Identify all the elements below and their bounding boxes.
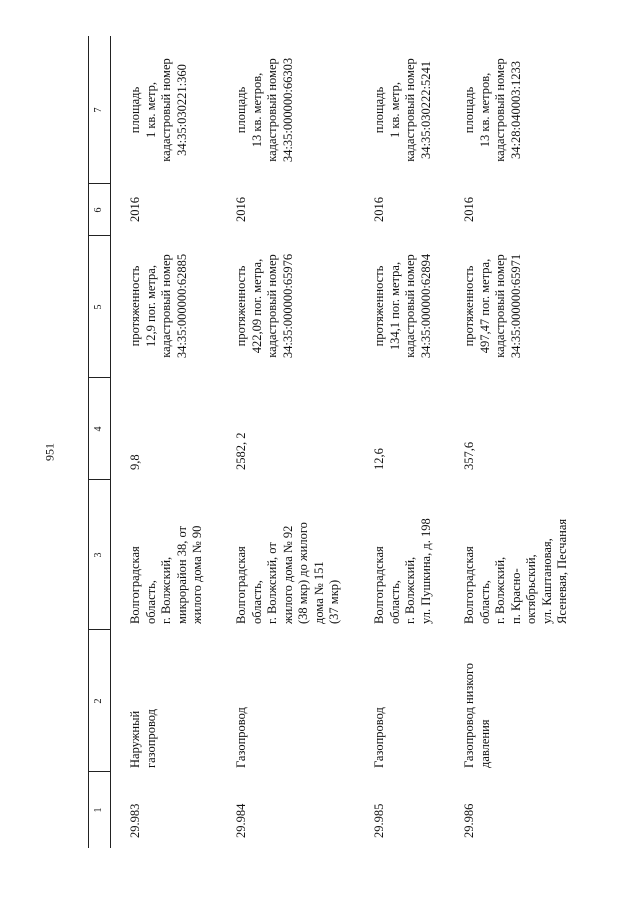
page-number — [40, 432, 60, 472]
table-row-4-value: 357,6 — [462, 441, 476, 470]
table-row-2-num: 29.984 — [234, 803, 248, 838]
table-row-1-num: 29.983 — [128, 803, 142, 838]
table-row-3-address: Волгоградская область, г. Волжский, ул. Пушкина, д. 198 — [372, 518, 433, 624]
table-row-4-address: Волгоградская область, г. Волжский, п. Красно- октябрьский, ул. Каштановая, Ясеневая, Песчаная — [462, 518, 569, 624]
table-row-3-year: 2016 — [372, 197, 386, 222]
table-row-2-name: Газопровод — [234, 707, 248, 768]
table-row-1-length: протяженность 12,9 пог. метра, кадастровый номер 34:35:000000:62885 — [128, 253, 189, 359]
table-row-2-length: протяженность 422,09 пог. метра, кадастровый номер 34:35:000000:65976 — [234, 253, 295, 359]
table-row-2-area: площадь 13 кв. метров, кадастровый номер 34:35:000000:66303 — [234, 57, 295, 163]
header-col-4: 4 — [93, 426, 104, 432]
table-row-2-value: 2582, 2 — [234, 432, 248, 470]
table-row-3-area: площадь 1 кв. метр, кадастровый номер 34:35:030222:5241 — [372, 58, 433, 162]
table-row-2-address: Волгоградская область, г. Волжский, от жилого дома № 92 (38 мкр) до жилого дома № 151 (37 мкр) — [234, 522, 341, 624]
table-row-1-value: 9,8 — [128, 454, 142, 470]
table-row-1-area: площадь 1 кв. метр, кадастровый номер 34:35:030221:360 — [128, 58, 189, 162]
table-row-1-year: 2016 — [128, 197, 142, 222]
page-number-text: 951 — [42, 443, 57, 461]
header-bottom-border — [110, 36, 111, 848]
table-row-1-address: Волгоградская область, г. Волжский, микрорайон 38, от жилого дома № 90 — [128, 525, 204, 624]
table-row-3-length: протяженность 134,1 пог. метра, кадастровый номер 34:35:000000:62894 — [372, 253, 433, 359]
header-col-7: 7 — [93, 107, 104, 113]
header-col-3: 3 — [93, 552, 104, 558]
table-row-2-year: 2016 — [234, 197, 248, 222]
table-row-4-num: 29.986 — [462, 803, 476, 838]
table-row-3-name: Газопровод — [372, 707, 386, 768]
table-row-4-area: площадь 13 кв. метров, кадастровый номер 34:28:040003:1233 — [462, 58, 523, 162]
table-row-4-name: Газопровод низкого давления — [462, 662, 492, 768]
table-row-4-year: 2016 — [462, 197, 476, 222]
table-row-3-num: 29.985 — [372, 803, 386, 838]
table-row-1-name: Наружный газопровод — [128, 708, 158, 768]
header-col-6: 6 — [93, 207, 104, 213]
header-col-5: 5 — [93, 304, 104, 310]
table-row-3-value: 12,6 — [372, 448, 386, 470]
header-col-2: 2 — [93, 698, 104, 704]
header-col-1: 1 — [93, 807, 104, 813]
registry-table — [88, 36, 584, 848]
registry-table-wrapper — [88, 36, 584, 848]
table-row-4-length: протяженность 497,47 пог. метра, кадастровый номер 34:35:000000:65971 — [462, 253, 523, 359]
